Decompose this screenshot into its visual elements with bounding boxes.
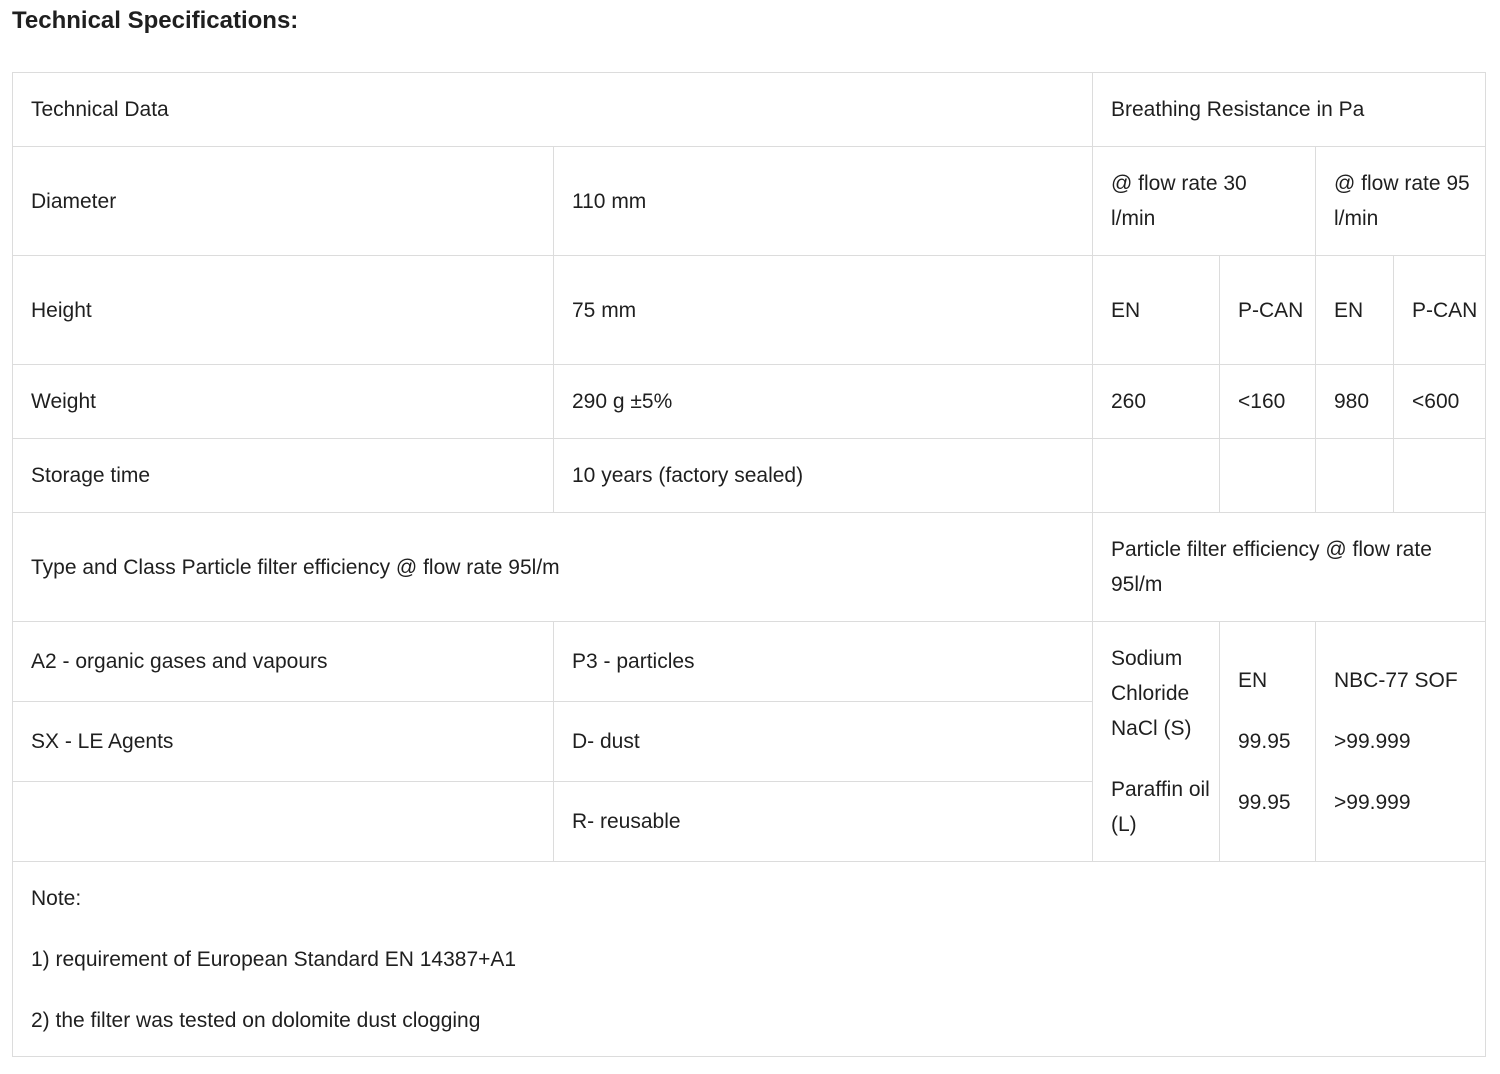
empty-cell <box>1316 439 1394 513</box>
storage-label: Storage time <box>13 439 554 513</box>
table-row <box>13 513 1486 622</box>
d-cell: D- dust <box>554 702 1093 782</box>
en-30-header: EN <box>1093 256 1220 365</box>
note-cell <box>13 862 1486 1057</box>
a2-cell: A2 - organic gases and vapours <box>13 622 554 702</box>
table-row <box>13 622 1486 702</box>
spec-table <box>12 72 1486 1057</box>
note-line-2: 2) the filter was tested on dolomite dust clogging <box>31 1008 481 1032</box>
weight-value: 290 g ±5% <box>554 365 1093 439</box>
paraffin-nbc-value: >99.999 <box>1334 791 1411 814</box>
en-efficiency-header: EN <box>1238 669 1268 692</box>
flow-rate-95-header: @ flow rate 95 l/min <box>1316 147 1486 256</box>
table-row <box>13 256 1486 365</box>
nbc-efficiency-cell <box>1316 622 1486 862</box>
height-value: 75 mm <box>554 256 1093 365</box>
paraffin-oil-label: Paraffin oil (L) <box>1111 778 1210 836</box>
resistance-95-en: 980 <box>1316 365 1394 439</box>
page-title: Technical Specifications: <box>12 7 299 34</box>
empty-cell <box>1394 439 1486 513</box>
resistance-95-pcan: <600 <box>1394 365 1486 439</box>
table-row <box>13 365 1486 439</box>
test-agents-cell <box>1093 622 1220 862</box>
resistance-30-pcan: <160 <box>1220 365 1316 439</box>
empty-cell <box>1220 439 1316 513</box>
note-title: Note: <box>31 886 82 910</box>
table-row <box>13 73 1486 147</box>
flow-rate-30-header: @ flow rate 30 l/min <box>1093 147 1316 256</box>
sodium-chloride-label: Sodium Chloride NaCl (S) <box>1111 647 1192 740</box>
table-row <box>13 862 1486 1057</box>
note-line-1: 1) requirement of European Standard EN 14387+A1 <box>31 947 517 971</box>
table-row <box>13 147 1486 256</box>
r-cell: R- reusable <box>554 782 1093 862</box>
p3-cell: P3 - particles <box>554 622 1093 702</box>
sodium-en-value: 99.95 <box>1238 730 1291 753</box>
sx-cell: SX - LE Agents <box>13 702 554 782</box>
paraffin-en-value: 99.95 <box>1238 791 1291 814</box>
resistance-30-en: 260 <box>1093 365 1220 439</box>
en-95-header: EN <box>1316 256 1394 365</box>
pcan-95-header: P-CAN <box>1394 256 1486 365</box>
type-class-header: Type and Class Particle filter efficiency @ flow rate 95l/m <box>13 513 1093 622</box>
technical-data-header: Technical Data <box>13 73 1093 147</box>
en-efficiency-cell <box>1220 622 1316 862</box>
weight-label: Weight <box>13 365 554 439</box>
diameter-label: Diameter <box>13 147 554 256</box>
table-row <box>13 439 1486 513</box>
particle-efficiency-header: Particle filter efficiency @ flow rate 95l/m <box>1093 513 1486 622</box>
pcan-30-header: P-CAN <box>1220 256 1316 365</box>
storage-value: 10 years (factory sealed) <box>554 439 1093 513</box>
sodium-nbc-value: >99.999 <box>1334 730 1411 753</box>
nbc-efficiency-header: NBC-77 SOF <box>1334 669 1458 692</box>
empty-cell <box>13 782 554 862</box>
empty-cell <box>1093 439 1220 513</box>
diameter-value: 110 mm <box>554 147 1093 256</box>
breathing-resistance-header: Breathing Resistance in Pa <box>1093 73 1486 147</box>
height-label: Height <box>13 256 554 365</box>
